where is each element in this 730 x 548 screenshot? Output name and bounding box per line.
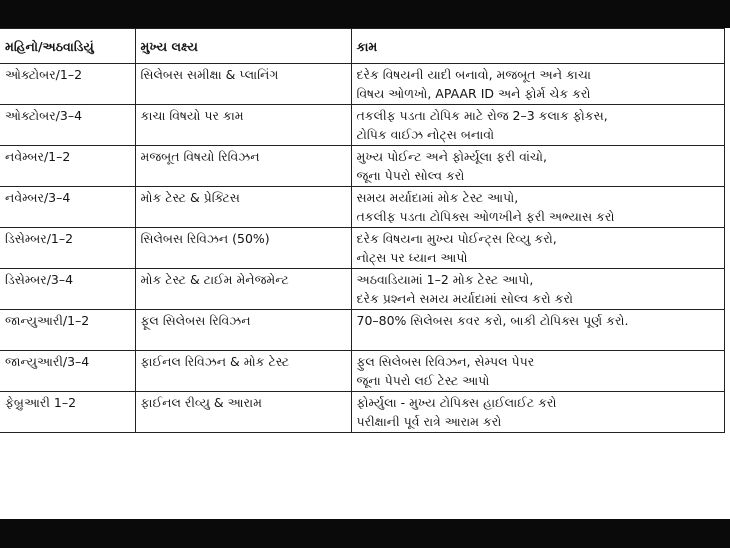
task-line: જૂના પેપરો સોલ્વ કરો (356, 168, 465, 183)
task-line: તકલીફ પડતા ટોપિક માટે રોજ 2–3 કલાક ફોકસ, (356, 108, 608, 123)
cell-task (351, 392, 724, 433)
cell-period: ઓક્ટોબર/3–4 (0, 105, 135, 146)
header-goal: મુખ્ય લક્ષ્ય (135, 29, 351, 64)
task-line: ટોપિક વાઈઝ નોટ્સ બનાવો (356, 127, 495, 142)
task-line: 70–80% સિલેબસ કવર કરો, બાકી ટોપિક્સ પૂર્ણ કરો. (356, 313, 629, 328)
cell-goal: મોક ટેસ્ટ & પ્રેક્ટિસ (135, 187, 351, 228)
table-row (0, 146, 724, 187)
task-line: ફુલ સિલેબસ રિવિઝન, સેમ્પલ પેપર (356, 354, 535, 369)
task-line: મુખ્ય પોઈન્ટ અને ફોર્મ્યૂલા ફરી વાંચો, (356, 149, 548, 164)
table-row (0, 64, 724, 105)
cell-task (351, 187, 724, 228)
table-row (0, 228, 724, 269)
task-line: જૂના પેપરો લઈ ટેસ્ટ આપો (356, 373, 490, 388)
cell-task (351, 228, 724, 269)
task-line: ફોર્મ્યુલા - મુખ્ય ટોપિક્સ હાઈલાઈટ કરો (356, 395, 557, 410)
study-plan-table (0, 28, 725, 433)
cell-goal: ફાઈનલ રિવિઝન & મોક ટેસ્ટ (135, 351, 351, 392)
cell-period: ડિસેમ્બર/1–2 (0, 228, 135, 269)
cell-task (351, 146, 724, 187)
cell-period: ફેબ્રુઆરી 1–2 (0, 392, 135, 433)
table-row (0, 105, 724, 146)
table-row (0, 392, 724, 433)
cell-task (351, 351, 724, 392)
task-line: દરેક વિષયના મુખ્ય પોઈન્ટ્સ રિવ્યુ કરો, (356, 231, 557, 246)
task-line: વિષય ઓળખો, APAAR ID અને ફોર્મ ચેક કરો (356, 86, 591, 101)
task-line: સમય મર્યાદામાં મોક ટેસ્ટ આપો, (356, 190, 519, 205)
table-row (0, 187, 724, 228)
header-task: કામ (351, 29, 724, 64)
cell-goal: સિલેબસ સમીક્ષા & પ્લાનિંગ (135, 64, 351, 105)
cell-goal: ફૂલ સિલેબસ રિવિઝન (135, 310, 351, 351)
top-dark-bar (0, 0, 730, 28)
cell-goal: ફાઈનલ રીવ્યુ & આરામ (135, 392, 351, 433)
cell-task (351, 105, 724, 146)
cell-period: જાન્યુઆરી/1–2 (0, 310, 135, 351)
cell-goal: મજબૂત વિષયો રિવિઝન (135, 146, 351, 187)
cell-goal: સિલેબસ રિવિઝન (50%) (135, 228, 351, 269)
cell-period: નવેમ્બર/3–4 (0, 187, 135, 228)
cell-task (351, 64, 724, 105)
cell-goal: મોક ટેસ્ટ & ટાઈમ મેનેજમેન્ટ (135, 269, 351, 310)
document-sheet (0, 28, 730, 519)
task-line: નોટ્સ પર ધ્યાન આપો (356, 250, 468, 265)
task-line: અઠવાડિયામાં 1–2 મોક ટેસ્ટ આપો, (356, 272, 534, 287)
bottom-dark-bar (0, 519, 730, 548)
table-row (0, 269, 724, 310)
task-line: તકલીફ પડતા ટોપિક્સ ઓળખીને ફરી અભ્યાસ કરો (356, 209, 615, 224)
cell-period: જાન્યુઆરી/3–4 (0, 351, 135, 392)
task-line: દરેક પ્રશ્નને સમય મર્યાદામાં સોલ્વ કરો કરો (356, 291, 574, 306)
cell-period: નવેમ્બર/1–2 (0, 146, 135, 187)
cell-period: ઓક્ટોબર/1–2 (0, 64, 135, 105)
table-header-row (0, 29, 724, 64)
cell-goal: કાચા વિષયો પર કામ (135, 105, 351, 146)
cell-period: ડિસેમ્બર/3–4 (0, 269, 135, 310)
table-row (0, 351, 724, 392)
header-period: મહિનો/અઠવાડિયું (0, 29, 135, 64)
cell-task (351, 310, 724, 351)
cell-task (351, 269, 724, 310)
task-line: દરેક વિષયની યાદી બનાવો, મજબૂત અને કાચા (356, 67, 591, 82)
task-line: પરીક્ષાની પૂર્વ રાત્રે આરામ કરો (356, 414, 502, 429)
table-row (0, 310, 724, 351)
